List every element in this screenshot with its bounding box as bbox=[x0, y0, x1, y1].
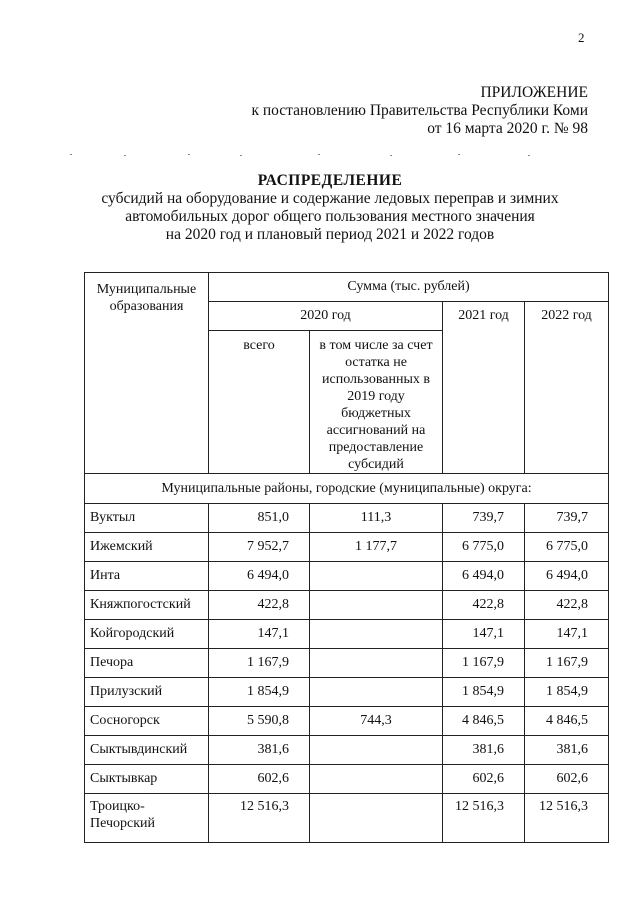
appendix-label: ПРИЛОЖЕНИЕ bbox=[480, 84, 588, 101]
table-row bbox=[85, 620, 609, 649]
cell-2021: 1 854,9 bbox=[443, 678, 525, 707]
subsidy-distribution-table bbox=[84, 272, 609, 843]
header-total: всего bbox=[209, 331, 310, 474]
cell-total-2020: 851,0 bbox=[209, 504, 310, 533]
header-year-2021: 2021 год bbox=[443, 302, 525, 474]
cell-2022: 1 167,9 bbox=[525, 649, 609, 678]
cell-2022: 6 775,0 bbox=[525, 533, 609, 562]
cell-including-2020 bbox=[310, 765, 443, 794]
cell-municipality: Троицко-Печорский bbox=[85, 794, 209, 843]
cell-2022: 381,6 bbox=[525, 736, 609, 765]
cell-2022: 602,6 bbox=[525, 765, 609, 794]
title-line-1: субсидий на оборудование и содержание ледовых переправ и зимних bbox=[101, 190, 559, 207]
cell-2022: 1 854,9 bbox=[525, 678, 609, 707]
cell-including-2020: 744,3 bbox=[310, 707, 443, 736]
cell-municipality: Ижемский bbox=[85, 533, 209, 562]
cell-2022: 12 516,3 bbox=[525, 794, 609, 843]
cell-2021: 147,1 bbox=[443, 620, 525, 649]
cell-including-2020 bbox=[310, 794, 443, 843]
cell-2021: 12 516,3 bbox=[443, 794, 525, 843]
table-row bbox=[85, 794, 609, 843]
table-row bbox=[85, 765, 609, 794]
section-label: Муниципальные районы, городские (муниципальные) округа: bbox=[85, 474, 609, 504]
cell-including-2020 bbox=[310, 649, 443, 678]
cell-2021: 4 846,5 bbox=[443, 707, 525, 736]
cell-including-2020 bbox=[310, 562, 443, 591]
page-number: 2 bbox=[578, 30, 585, 45]
section-row bbox=[85, 474, 609, 504]
cell-including-2020 bbox=[310, 678, 443, 707]
document-title: РАСПРЕДЕЛЕНИЕ bbox=[257, 172, 403, 189]
cell-2022: 739,7 bbox=[525, 504, 609, 533]
cell-including-2020: 111,3 bbox=[310, 504, 443, 533]
scan-artifact-dots bbox=[60, 152, 580, 158]
cell-total-2020: 422,8 bbox=[209, 591, 310, 620]
cell-municipality: Сыктывкар bbox=[85, 765, 209, 794]
title-line-3: на 2020 год и плановый период 2021 и 2022 годов bbox=[165, 226, 495, 243]
cell-including-2020 bbox=[310, 591, 443, 620]
cell-2021: 422,8 bbox=[443, 591, 525, 620]
cell-total-2020: 381,6 bbox=[209, 736, 310, 765]
cell-total-2020: 12 516,3 bbox=[209, 794, 310, 843]
appendix-date: от 16 марта 2020 г. № 98 bbox=[427, 120, 588, 137]
cell-2021: 381,6 bbox=[443, 736, 525, 765]
table-row bbox=[85, 591, 609, 620]
appendix-resolution: к постановлению Правительства Республики Коми bbox=[251, 102, 588, 119]
cell-2021: 739,7 bbox=[443, 504, 525, 533]
cell-municipality: Печора bbox=[85, 649, 209, 678]
cell-including-2020 bbox=[310, 736, 443, 765]
cell-municipality: Сыктывдинский bbox=[85, 736, 209, 765]
cell-total-2020: 5 590,8 bbox=[209, 707, 310, 736]
document-title-block bbox=[60, 172, 600, 244]
cell-municipality: Койгородский bbox=[85, 620, 209, 649]
cell-total-2020: 147,1 bbox=[209, 620, 310, 649]
cell-including-2020 bbox=[310, 620, 443, 649]
table-row bbox=[85, 533, 609, 562]
cell-2021: 602,6 bbox=[443, 765, 525, 794]
cell-municipality: Сосногорск bbox=[85, 707, 209, 736]
cell-including-2020: 1 177,7 bbox=[310, 533, 443, 562]
cell-2022: 6 494,0 bbox=[525, 562, 609, 591]
table-row bbox=[85, 678, 609, 707]
header-year-2020: 2020 год bbox=[209, 302, 443, 331]
header-municipality: Муниципальные образования bbox=[85, 273, 209, 474]
cell-2022: 4 846,5 bbox=[525, 707, 609, 736]
table-row bbox=[85, 736, 609, 765]
cell-total-2020: 602,6 bbox=[209, 765, 310, 794]
cell-2021: 1 167,9 bbox=[443, 649, 525, 678]
table-body bbox=[85, 504, 609, 843]
header-including: в том числе за счет остатка не использованных в 2019 году бюджетных ассигнований на предоставление субсидий bbox=[310, 331, 443, 474]
table-row bbox=[85, 707, 609, 736]
cell-municipality: Вуктыл bbox=[85, 504, 209, 533]
table-row bbox=[85, 562, 609, 591]
cell-total-2020: 6 494,0 bbox=[209, 562, 310, 591]
cell-total-2020: 7 952,7 bbox=[209, 533, 310, 562]
cell-2022: 147,1 bbox=[525, 620, 609, 649]
cell-total-2020: 1 854,9 bbox=[209, 678, 310, 707]
cell-total-2020: 1 167,9 bbox=[209, 649, 310, 678]
cell-2022: 422,8 bbox=[525, 591, 609, 620]
header-year-2022: 2022 год bbox=[525, 302, 609, 474]
table-row bbox=[85, 504, 609, 533]
cell-2021: 6 775,0 bbox=[443, 533, 525, 562]
cell-2021: 6 494,0 bbox=[443, 562, 525, 591]
cell-municipality: Прилузский bbox=[85, 678, 209, 707]
title-line-2: автомобильных дорог общего пользования местного значения bbox=[125, 208, 535, 225]
header-sum: Сумма (тыс. рублей) bbox=[209, 273, 609, 302]
table-header-row-1 bbox=[85, 273, 609, 302]
cell-municipality: Инта bbox=[85, 562, 209, 591]
appendix-header bbox=[251, 84, 588, 138]
table-row bbox=[85, 649, 609, 678]
cell-municipality: Княжпогостский bbox=[85, 591, 209, 620]
